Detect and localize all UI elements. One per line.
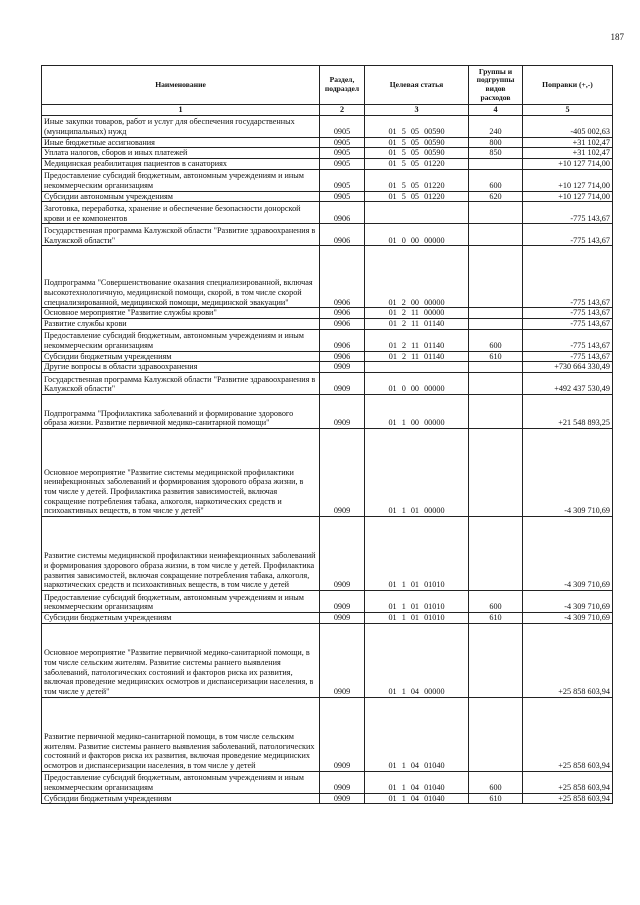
cell-name: Основное мероприятие "Развитие системы медицинской профилактики неинфекционных заболеваний и формирования здорового образа жизни, в том числе у детей. Профилактика развития зависимостей, включая сокращение потребления табака, алкоголя, наркотических средств и психоактивных веществ, в том числе у детей"	[42, 429, 320, 517]
table-row	[42, 319, 613, 330]
cell-group	[469, 159, 523, 170]
header-amount: Поправки (+,-)	[523, 66, 613, 105]
cell-group: 600	[469, 771, 523, 793]
cell-name: Основное мероприятие "Развитие службы крови"	[42, 308, 320, 319]
cell-group	[469, 623, 523, 697]
cell-group: 240	[469, 115, 523, 137]
cell-amount: -775 143,67	[523, 319, 613, 330]
cell-name: Развитие службы крови	[42, 319, 320, 330]
cell-section: 0906	[320, 308, 365, 319]
table-row	[42, 591, 613, 613]
cell-section: 0905	[320, 137, 365, 148]
cell-article: 01 2 11 00000	[365, 308, 469, 319]
table-row	[42, 202, 613, 224]
cell-amount: -775 143,67	[523, 308, 613, 319]
cell-article: 01 1 01 01010	[365, 517, 469, 591]
cell-section: 0906	[320, 351, 365, 362]
cell-section: 0909	[320, 362, 365, 373]
cell-section: 0906	[320, 224, 365, 246]
table-row	[42, 137, 613, 148]
table-row	[42, 351, 613, 362]
table-row	[42, 373, 613, 395]
cell-amount: +730 664 330,49	[523, 362, 613, 373]
cell-article: 01 2 11 01140	[365, 329, 469, 351]
cell-amount: -4 309 710,69	[523, 429, 613, 517]
cell-name: Основное мероприятие "Развитие первичной медико-санитарной помощи, в том числе сельским жителям. Развитие системы раннего выявления заболеваний, патологических состояний и факторов риска их развития, включая проведение медицинских осмотров и диспансеризации населения, в том числе у детей"	[42, 623, 320, 697]
cell-amount: +10 127 714,00	[523, 169, 613, 191]
cell-amount: -4 309 710,69	[523, 591, 613, 613]
cell-article: 01 0 00 00000	[365, 224, 469, 246]
cell-amount: -4 309 710,69	[523, 517, 613, 591]
cell-article	[365, 202, 469, 224]
table-row	[42, 623, 613, 697]
cell-group	[469, 308, 523, 319]
cell-amount: +31 102,47	[523, 137, 613, 148]
cell-article: 01 5 05 00590	[365, 115, 469, 137]
table-row	[42, 793, 613, 804]
cell-name: Предоставление субсидий бюджетным, автономным учреждениям и иным некоммерческим организациям	[42, 329, 320, 351]
cell-group	[469, 202, 523, 224]
table-row	[42, 395, 613, 429]
cell-section: 0906	[320, 246, 365, 308]
cell-name: Субсидии бюджетным учреждениям	[42, 351, 320, 362]
cell-group: 610	[469, 613, 523, 624]
cell-group: 600	[469, 591, 523, 613]
cell-group	[469, 224, 523, 246]
cell-amount: -775 143,67	[523, 202, 613, 224]
cell-name: Развитие первичной медико-санитарной помощи, в том числе сельским жителям. Развитие системы раннего выявления заболеваний, патологических состояний и факторов риска их развития, включая проведение медицинских осмотров и диспансеризации населения, в том числе у детей	[42, 697, 320, 771]
cell-amount: +21 548 893,25	[523, 395, 613, 429]
cell-section: 0909	[320, 793, 365, 804]
table-row	[42, 246, 613, 308]
cell-article: 01 1 04 00000	[365, 623, 469, 697]
cell-group	[469, 697, 523, 771]
cell-name: Уплата налогов, сборов и иных платежей	[42, 148, 320, 159]
cell-section: 0909	[320, 613, 365, 624]
cell-article: 01 5 05 01220	[365, 159, 469, 170]
cell-group: 620	[469, 191, 523, 202]
cell-article: 01 2 11 01140	[365, 319, 469, 330]
cell-name: Заготовка, переработка, хранение и обеспечение безопасности донорской крови и ее компонентов	[42, 202, 320, 224]
cell-name: Государственная программа Калужской области "Развитие здравоохранения в Калужской области"	[42, 373, 320, 395]
cell-amount: +25 858 603,94	[523, 793, 613, 804]
cell-group	[469, 246, 523, 308]
cell-article: 01 2 00 00000	[365, 246, 469, 308]
cell-name: Развитие системы медицинской профилактики неинфекционных заболеваний и формирования здорового образа жизни, в том числе у детей. Профилактика развития зависимостей, включая сокращение потребления табака, алкоголя, наркотических средств и психоактивных веществ, в том числе у детей	[42, 517, 320, 591]
cell-article: 01 5 05 01220	[365, 191, 469, 202]
cell-section: 0909	[320, 591, 365, 613]
table-row	[42, 115, 613, 137]
cell-section: 0909	[320, 429, 365, 517]
cell-section: 0909	[320, 697, 365, 771]
cell-section: 0905	[320, 115, 365, 137]
cell-article: 01 1 04 01040	[365, 697, 469, 771]
table-row	[42, 517, 613, 591]
cell-amount: -4 309 710,69	[523, 613, 613, 624]
cell-amount: -775 143,67	[523, 351, 613, 362]
budget-table	[41, 65, 613, 804]
cell-section: 0906	[320, 202, 365, 224]
cell-name: Подпрограмма "Профилактика заболеваний и формирование здорового образа жизни. Развитие первичной медико-санитарной помощи"	[42, 395, 320, 429]
column-index: 4	[469, 105, 523, 116]
cell-article: 01 1 04 01040	[365, 771, 469, 793]
cell-name: Предоставление субсидий бюджетным, автономным учреждениям и иным некоммерческим организациям	[42, 169, 320, 191]
header-article: Целевая статья	[365, 66, 469, 105]
cell-section: 0905	[320, 159, 365, 170]
cell-name: Иные закупки товаров, работ и услуг для обеспечения государственных (муниципальных) нужд	[42, 115, 320, 137]
table-row	[42, 224, 613, 246]
cell-article: 01 0 00 00000	[365, 373, 469, 395]
header-group: Группы и подгруппы видов расходов	[469, 66, 523, 105]
header-name: Наименование	[42, 66, 320, 105]
cell-article	[365, 362, 469, 373]
header-section: Раздел, подраздел	[320, 66, 365, 105]
table-row	[42, 159, 613, 170]
cell-name: Предоставление субсидий бюджетным, автономным учреждениям и иным некоммерческим организациям	[42, 771, 320, 793]
page-number: 187	[610, 32, 624, 42]
cell-group: 850	[469, 148, 523, 159]
table-row	[42, 697, 613, 771]
cell-amount: +492 437 530,49	[523, 373, 613, 395]
cell-section: 0909	[320, 395, 365, 429]
cell-group: 600	[469, 169, 523, 191]
cell-section: 0909	[320, 771, 365, 793]
cell-amount: -405 002,63	[523, 115, 613, 137]
cell-name: Подпрограмма "Совершенствование оказания специализированной, включая высокотехнологичную, медицинской помощи, скорой, в том числе скорой специализированной, медицинской помощи, медицинской эвакуации"	[42, 246, 320, 308]
column-index: 5	[523, 105, 613, 116]
cell-group	[469, 395, 523, 429]
column-index: 2	[320, 105, 365, 116]
cell-amount: +25 858 603,94	[523, 771, 613, 793]
table-row	[42, 429, 613, 517]
header-row	[42, 66, 613, 105]
cell-section: 0909	[320, 517, 365, 591]
cell-name: Медицинская реабилитация пациентов в санаториях	[42, 159, 320, 170]
cell-amount: +25 858 603,94	[523, 623, 613, 697]
cell-group	[469, 429, 523, 517]
cell-amount: +25 858 603,94	[523, 697, 613, 771]
cell-section: 0905	[320, 148, 365, 159]
table-row	[42, 771, 613, 793]
table-row	[42, 148, 613, 159]
cell-article: 01 5 05 00590	[365, 148, 469, 159]
cell-article: 01 5 05 00590	[365, 137, 469, 148]
cell-section: 0905	[320, 191, 365, 202]
cell-article: 01 5 05 01220	[365, 169, 469, 191]
cell-section: 0909	[320, 623, 365, 697]
cell-amount: +10 127 714,00	[523, 159, 613, 170]
table-row	[42, 191, 613, 202]
cell-name: Иные бюджетные ассигнования	[42, 137, 320, 148]
cell-article: 01 1 04 01040	[365, 793, 469, 804]
cell-article: 01 1 01 01010	[365, 591, 469, 613]
cell-group	[469, 319, 523, 330]
cell-group: 600	[469, 329, 523, 351]
cell-name: Государственная программа Калужской области "Развитие здравоохранения в Калужской области"	[42, 224, 320, 246]
cell-group: 610	[469, 793, 523, 804]
table-row	[42, 613, 613, 624]
cell-article: 01 1 01 01010	[365, 613, 469, 624]
table-row	[42, 329, 613, 351]
table-row	[42, 169, 613, 191]
cell-group: 610	[469, 351, 523, 362]
cell-amount: +31 102,47	[523, 148, 613, 159]
cell-article: 01 1 00 00000	[365, 395, 469, 429]
cell-group	[469, 362, 523, 373]
column-index: 3	[365, 105, 469, 116]
cell-article: 01 1 01 00000	[365, 429, 469, 517]
cell-group: 800	[469, 137, 523, 148]
cell-group	[469, 373, 523, 395]
cell-name: Субсидии бюджетным учреждениям	[42, 613, 320, 624]
table-row	[42, 362, 613, 373]
cell-name: Предоставление субсидий бюджетным, автономным учреждениям и иным некоммерческим организациям	[42, 591, 320, 613]
cell-amount: -775 143,67	[523, 224, 613, 246]
cell-name: Субсидии бюджетным учреждениям	[42, 793, 320, 804]
cell-amount: -775 143,67	[523, 246, 613, 308]
cell-amount: -775 143,67	[523, 329, 613, 351]
cell-section: 0906	[320, 319, 365, 330]
cell-section: 0905	[320, 169, 365, 191]
cell-article: 01 2 11 01140	[365, 351, 469, 362]
cell-section: 0909	[320, 373, 365, 395]
column-index: 1	[42, 105, 320, 116]
cell-name: Субсидии автономным учреждениям	[42, 191, 320, 202]
cell-group	[469, 517, 523, 591]
cell-amount: +10 127 714,00	[523, 191, 613, 202]
table-row	[42, 308, 613, 319]
cell-name: Другие вопросы в области здравоохранения	[42, 362, 320, 373]
cell-section: 0906	[320, 329, 365, 351]
column-index-row	[42, 105, 613, 116]
